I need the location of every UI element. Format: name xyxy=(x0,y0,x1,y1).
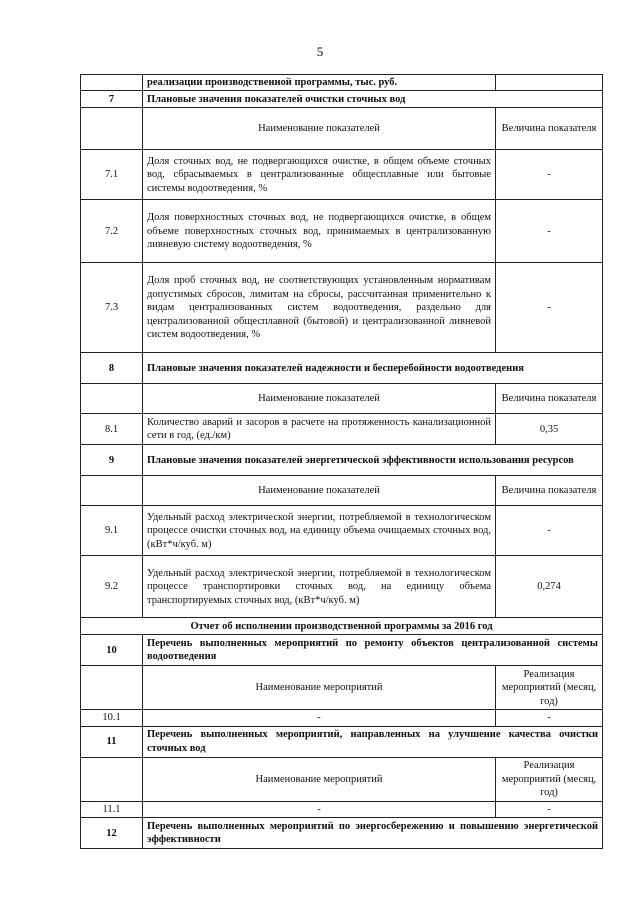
table-row xyxy=(81,556,603,618)
indicator-value: - xyxy=(496,150,603,200)
indicator-text: Доля сточных вод, не подвергающихся очистке, в общем объеме сточных вод, сбрасываемых в централизованные общесплавные или бытовые системы водоотведения, % xyxy=(143,150,496,200)
indicator-value: - xyxy=(496,263,603,353)
report-title: Отчет об исполнении производственной программы за 2016 год xyxy=(81,618,603,635)
indicator-text: Удельный расход электрической энергии, потребляемой в технологическом процессе очистки сточных вод, на единицу объема очищаемых сточных вод, (кВт*ч/куб. м) xyxy=(143,506,496,556)
row-number: 9.2 xyxy=(81,556,143,618)
activity-text: - xyxy=(143,710,496,726)
indicator-value: - xyxy=(496,506,603,556)
header-row xyxy=(81,476,603,506)
indicator-text: Количество аварий и засоров в расчете на протяженность канализационной сети в год, (ед./км) xyxy=(143,414,496,445)
activity-value: - xyxy=(496,710,603,726)
row-number: 11.1 xyxy=(81,801,143,817)
indicator-value: 0,35 xyxy=(496,414,603,445)
header-row xyxy=(81,757,603,801)
report-title-row xyxy=(81,618,603,635)
cell-empty xyxy=(81,666,143,710)
section-row-10 xyxy=(81,635,603,666)
table-row xyxy=(81,150,603,200)
section-row-12 xyxy=(81,818,603,849)
header-row xyxy=(81,666,603,710)
indicator-text: Доля поверхностных сточных вод, не подвергающихся очистке, в общем объеме поверхностных сточных вод, принимаемых в централизованную ливневую систему водоотведения, % xyxy=(143,200,496,263)
row-number: 7.1 xyxy=(81,150,143,200)
section-number: 8 xyxy=(81,353,143,384)
cell-empty xyxy=(81,108,143,150)
indicator-value: 0,274 xyxy=(496,556,603,618)
section-number: 12 xyxy=(81,818,143,849)
section-title: Перечень выполненных мероприятий, направленных на улучшение качества очистки сточных вод xyxy=(143,726,603,757)
row-number: 9.1 xyxy=(81,506,143,556)
table-row xyxy=(81,414,603,445)
cell-empty xyxy=(81,757,143,801)
table-row-continuation xyxy=(81,75,603,91)
header-name: Наименование показателей xyxy=(143,384,496,414)
header-value: Реализация мероприятий (месяц, год) xyxy=(496,666,603,710)
table-row xyxy=(81,263,603,353)
activity-value: - xyxy=(496,801,603,817)
cell-empty xyxy=(81,384,143,414)
section-number: 11 xyxy=(81,726,143,757)
row-number: 7.3 xyxy=(81,263,143,353)
activity-text: - xyxy=(143,801,496,817)
header-name: Наименование показателей xyxy=(143,476,496,506)
indicator-text: Удельный расход электрической энергии, потребляемой в технологическом процессе транспортировки сточных вод, на единицу объема транспортируемых сточных вод, (кВт*ч/куб. м) xyxy=(143,556,496,618)
header-value: Величина показателя xyxy=(496,476,603,506)
section-title: Плановые значения показателей энергетической эффективности использования ресурсов xyxy=(143,445,603,476)
row-number: 10.1 xyxy=(81,710,143,726)
section-title: Перечень выполненных мероприятий по ремонту объектов централизованной системы водоотведения xyxy=(143,635,603,666)
header-value: Величина показателя xyxy=(496,108,603,150)
row-continuation-text: реализации производственной программы, тыс. руб. xyxy=(143,75,496,91)
header-name: Наименование мероприятий xyxy=(143,757,496,801)
cell-empty xyxy=(496,75,603,91)
header-row xyxy=(81,108,603,150)
table-row xyxy=(81,200,603,263)
section-number: 7 xyxy=(81,91,143,108)
cell-empty xyxy=(81,75,143,91)
cell-empty xyxy=(81,476,143,506)
indicator-text: Доля проб сточных вод, не соответствующих установленным нормативам допустимых сбросов, лимитам на сбросы, рассчитанная применительно к видам централизованных систем водоотведения, раздельно для централизованной общесплавной (бытовой) и централизованной ливневой систем водоотведения, % xyxy=(143,263,496,353)
section-row-11 xyxy=(81,726,603,757)
table-row xyxy=(81,506,603,556)
header-row xyxy=(81,384,603,414)
table-row xyxy=(81,801,603,817)
row-number: 8.1 xyxy=(81,414,143,445)
page-number: 5 xyxy=(316,44,324,59)
section-title: Плановые значения показателей надежности и бесперебойности водоотведения xyxy=(143,353,603,384)
indicators-table xyxy=(80,74,603,849)
header-name: Наименование показателей xyxy=(143,108,496,150)
section-number: 9 xyxy=(81,445,143,476)
header-value: Реализация мероприятий (месяц, год) xyxy=(496,757,603,801)
indicator-value: - xyxy=(496,200,603,263)
header-name: Наименование мероприятий xyxy=(143,666,496,710)
row-number: 7.2 xyxy=(81,200,143,263)
section-title: Перечень выполненных мероприятий по энергосбережению и повышению энергетической эффективности xyxy=(143,818,603,849)
section-row-9 xyxy=(81,445,603,476)
section-row-7 xyxy=(81,91,603,108)
section-title: Плановые значения показателей очистки сточных вод xyxy=(143,91,603,108)
header-value: Величина показателя xyxy=(496,384,603,414)
table-row xyxy=(81,710,603,726)
section-number: 10 xyxy=(81,635,143,666)
section-row-8 xyxy=(81,353,603,384)
